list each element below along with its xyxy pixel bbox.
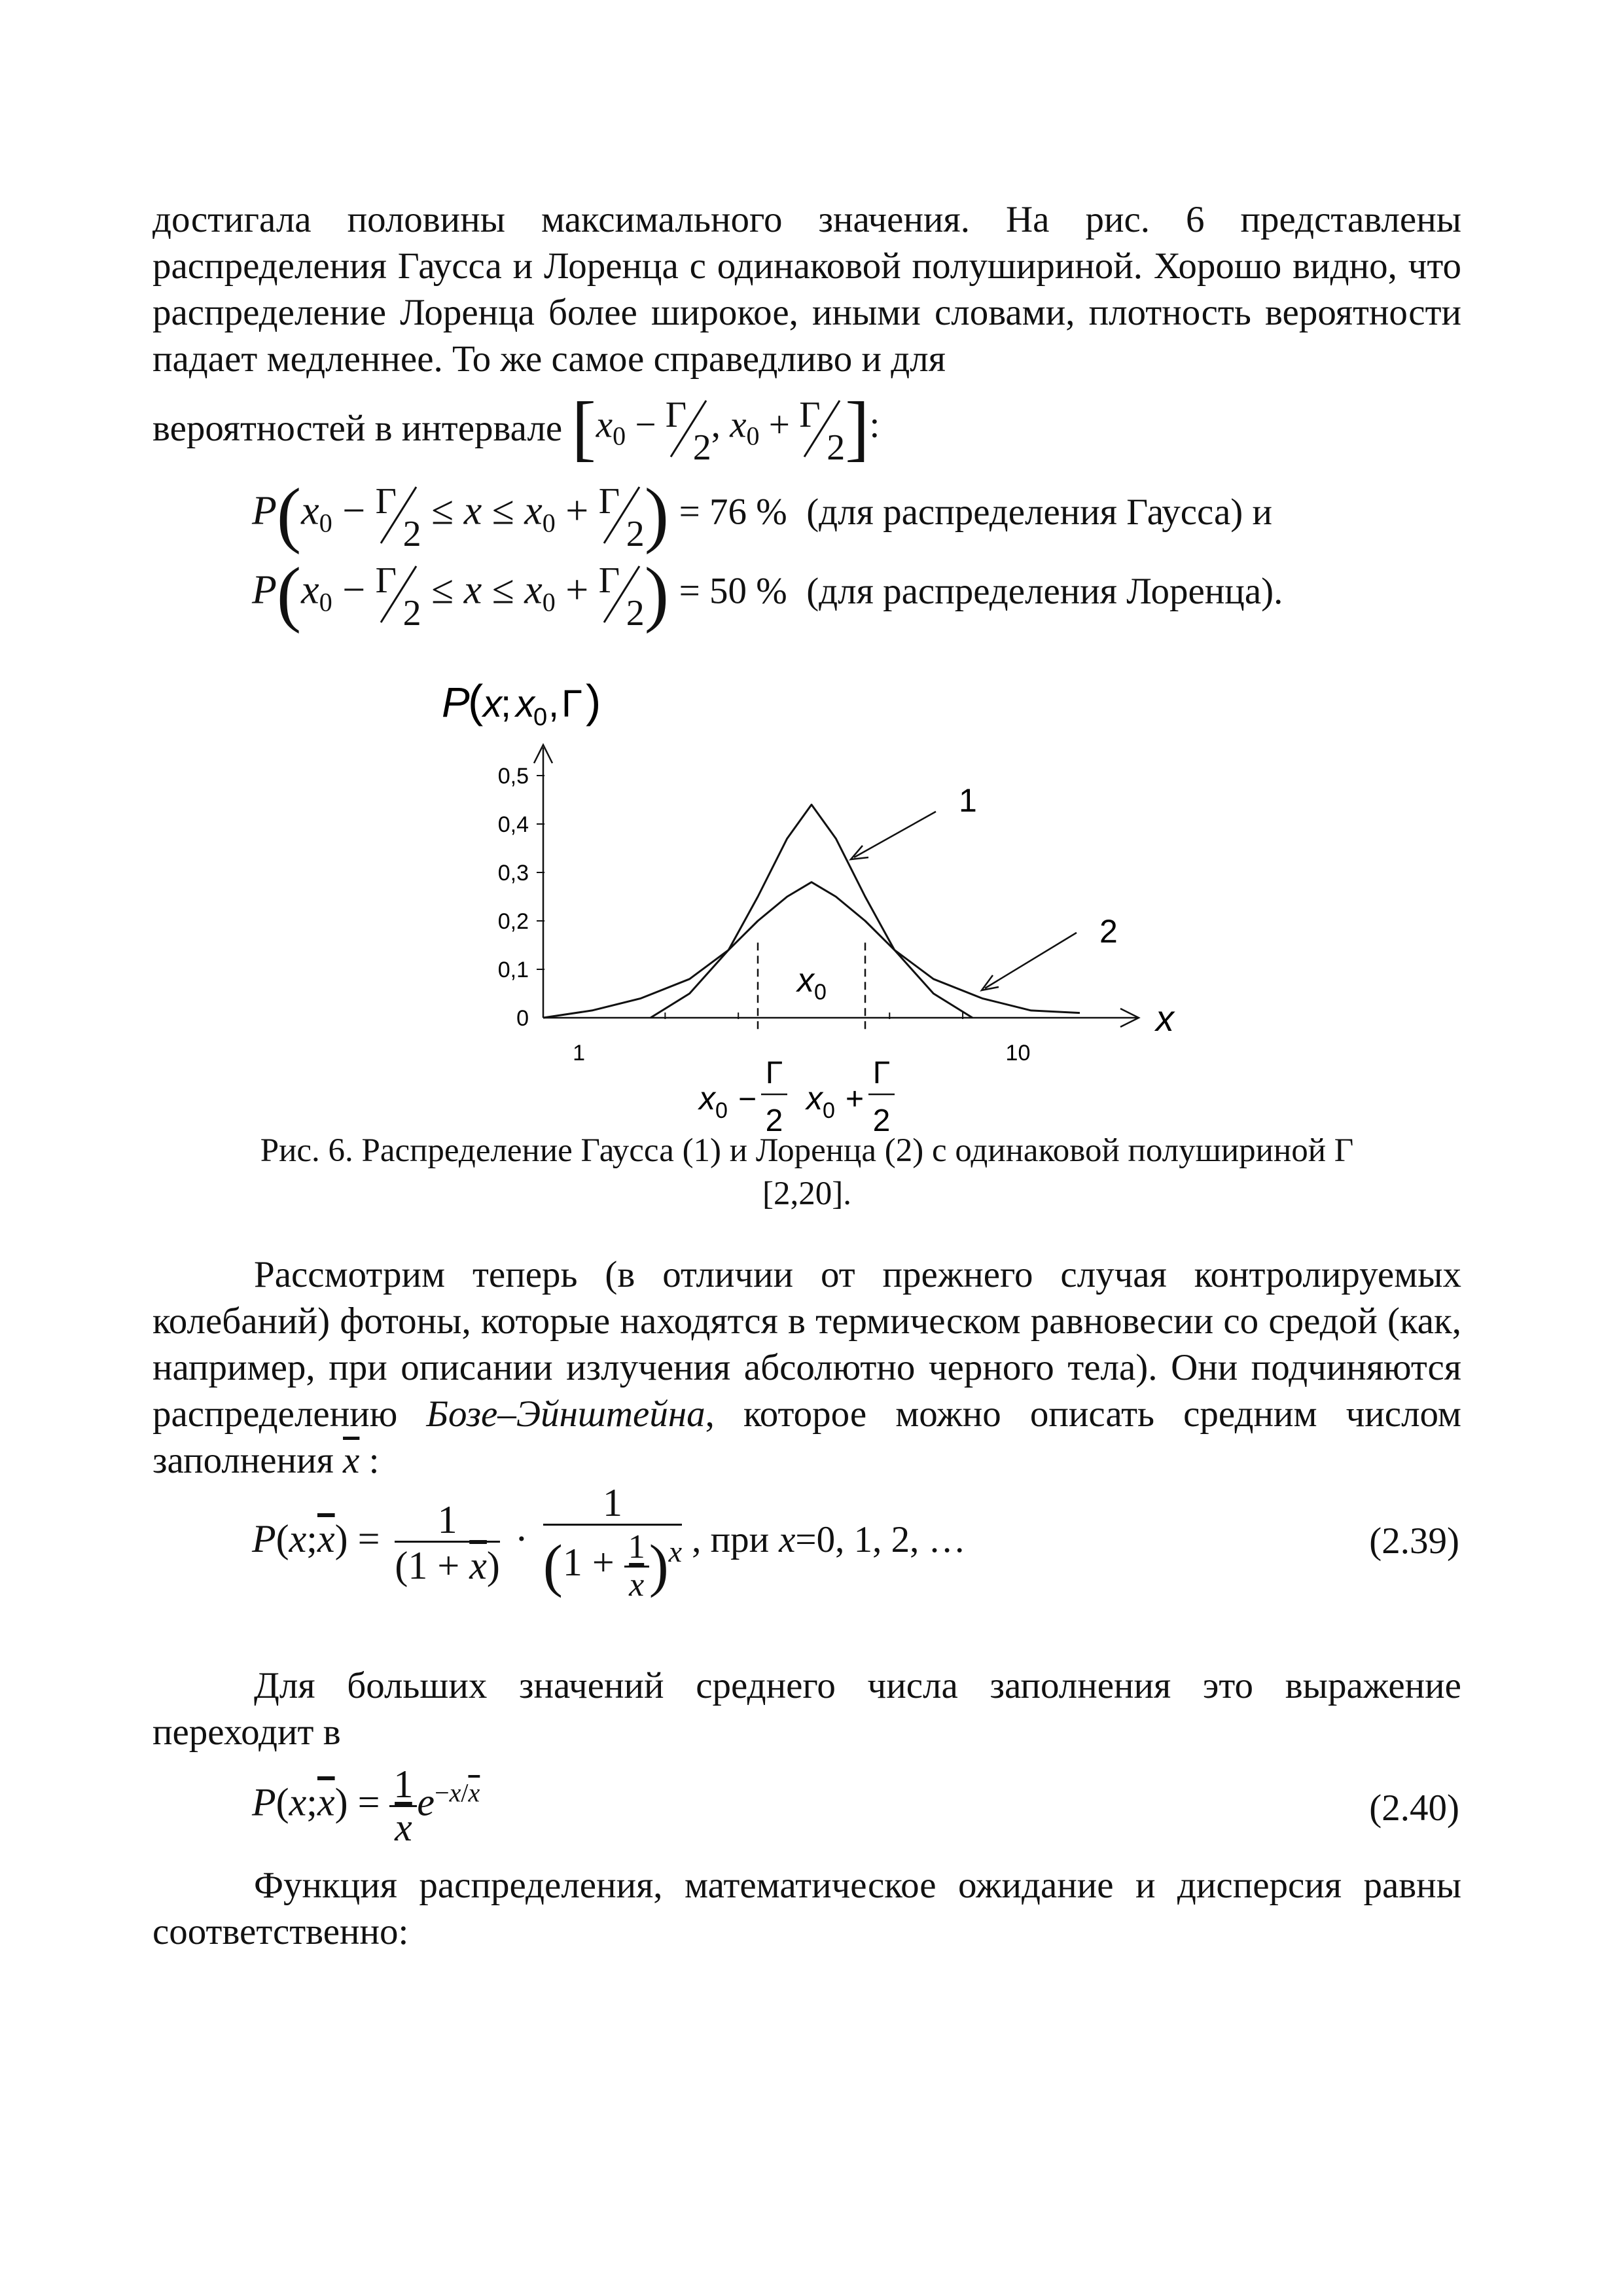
paragraph-3: Для больших значений среднего числа заполнения это выражение переходит в bbox=[152, 1665, 1461, 1753]
probability-equation-gauss: $P(x_0$ − Γ 2 ≤ $x \le x_0$ + Γ 2 ) = 76 % (для распределения Гаусса) и bbox=[252, 474, 1273, 555]
equation-number-2-39: (2.39) bbox=[1369, 1520, 1459, 1562]
paragraph-2: Рассмотрим теперь (в отличии от прежнего случая контролируемых колебаний) фотоны, которые находятся в термическом равновесии со средой (как, например, при описании излучения абсолютно черного тела). Они подчиняются распределению Бозе–Эйнштейна, которое можно описать средним числом заполнения $\overline{x}$ : bbox=[152, 1254, 1461, 1481]
interval-text: вероятностей в интервале bbox=[152, 408, 563, 449]
x-tick-label: 10 bbox=[1005, 1041, 1031, 1066]
svg-text:0: 0 bbox=[823, 1098, 835, 1123]
x-symbol: x bbox=[596, 404, 613, 446]
svg-text:Γ: Γ bbox=[872, 1056, 891, 1090]
gamma-half-fraction: Γ 2 bbox=[799, 394, 846, 468]
callout-arrowhead-1 bbox=[851, 846, 868, 859]
callout-arrow-2 bbox=[985, 933, 1077, 988]
svg-text:;: ; bbox=[501, 683, 512, 725]
caption-line-2: [2,20]. bbox=[762, 1175, 851, 1212]
y-tick-label: 0,1 bbox=[497, 958, 529, 982]
fraction-one-over-xbar: $\frac{1}{x}$ bbox=[389, 1764, 417, 1848]
svg-text:x: x bbox=[806, 1080, 823, 1117]
equation-2-39: $P(x;\overline{x})$ = $\frac{1}{(1 + \overline{x})}$ · 1 (1 + $\frac{1}{x}$ )$^x$ , при x=0, 1, 2, … bbox=[252, 1481, 966, 1604]
svg-text:0: 0 bbox=[533, 704, 548, 731]
svg-text:,: , bbox=[548, 683, 560, 725]
bracket-open: [ bbox=[571, 387, 596, 469]
fraction-one-over-one-plus-xbar: $\frac{1}{(1 + \overline{x})}$ bbox=[395, 1498, 500, 1587]
svg-text:+: + bbox=[846, 1082, 865, 1117]
y-tick-label: 0,4 bbox=[497, 812, 529, 837]
center-label-sub: 0 bbox=[814, 980, 827, 1005]
y-tick-label: 0 bbox=[516, 1006, 529, 1031]
svg-text:x: x bbox=[699, 1080, 715, 1117]
lorentz-note: (для распределения Лоренца). bbox=[806, 570, 1283, 612]
interval-line: вероятностей в интервале [$x_0$ − Γ 2 , $x_0$ + Γ 2 ]: bbox=[152, 387, 880, 469]
gauss-value: = 76 % bbox=[679, 491, 787, 533]
y-tick-label: 0,2 bbox=[497, 909, 529, 934]
fraction-nested: 1 (1 + $\frac{1}{x}$ )$^x$ bbox=[543, 1481, 683, 1604]
center-label: x bbox=[797, 961, 814, 999]
svg-text:Γ: Γ bbox=[765, 1056, 783, 1090]
svg-text:x: x bbox=[516, 683, 535, 725]
y-tick-label: 0,3 bbox=[497, 861, 529, 886]
probability-equation-lorentz: $P(x_0$ − Γ 2 ≤ $x \le x_0$ + Γ 2 ) = 50 % (для распределения Лоренца). bbox=[252, 553, 1283, 634]
figure-6-chart bbox=[425, 668, 1211, 1139]
svg-text:x: x bbox=[483, 683, 502, 725]
equation-2-40: $P(x;\overline{x})$ = $\frac{1}{x}$ $e^{-x/\overline{x}}$ bbox=[252, 1763, 480, 1849]
gauss-note: (для распределения Гаусса) и bbox=[806, 491, 1273, 533]
callout-arrowhead-2 bbox=[982, 975, 999, 990]
bracket-close: ] bbox=[845, 387, 870, 469]
lorentz-value: = 50 % bbox=[679, 570, 787, 612]
svg-text:−: − bbox=[738, 1082, 757, 1117]
y-tick-label: 0,5 bbox=[497, 764, 529, 789]
x-axis-label: x bbox=[1156, 997, 1174, 1039]
svg-text:(: ( bbox=[468, 675, 484, 726]
gamma-half-fraction: Γ 2 bbox=[665, 394, 711, 468]
x-tick-label: 1 bbox=[573, 1041, 586, 1066]
svg-text:2: 2 bbox=[872, 1103, 891, 1138]
equation-number-2-40: (2.40) bbox=[1369, 1787, 1459, 1829]
paragraph-4: Функция распределения, математическое ожидание и дисперсия равны соответственно: bbox=[152, 1865, 1461, 1952]
bose-einstein-term: Бозе–Эйнштейна bbox=[426, 1393, 705, 1435]
svg-text:): ) bbox=[586, 675, 601, 726]
callout-arrow-1 bbox=[854, 812, 936, 857]
svg-text:Γ: Γ bbox=[562, 683, 582, 725]
callout-label-2: 2 bbox=[1099, 913, 1118, 950]
sub-zero: 0 bbox=[613, 421, 626, 451]
marker-label-plus bbox=[805, 1056, 895, 1138]
paragraph-1: достигала половины максимального значения. На рис. 6 представлены распределения Гаусса и Лоренца с одинаковой полушириной. Хорошо видно, что распределение Лоренца более широкое, иными словами, плотность вероятности падает медленнее. То же самое справедливо и для bbox=[152, 199, 1461, 380]
svg-text:2: 2 bbox=[765, 1103, 783, 1138]
caption-line-1: Рис. 6. Распределение Гаусса (1) и Лоренца (2) с одинаковой полушириной Г bbox=[260, 1132, 1354, 1169]
figure-caption bbox=[152, 1129, 1461, 1215]
y-axis-label: P bbox=[442, 679, 470, 726]
mean-occupation-symbol: $\overline{x}$ bbox=[343, 1440, 360, 1481]
marker-label-minus bbox=[698, 1056, 787, 1138]
svg-text:0: 0 bbox=[715, 1098, 728, 1123]
callout-label-1: 1 bbox=[959, 782, 977, 819]
